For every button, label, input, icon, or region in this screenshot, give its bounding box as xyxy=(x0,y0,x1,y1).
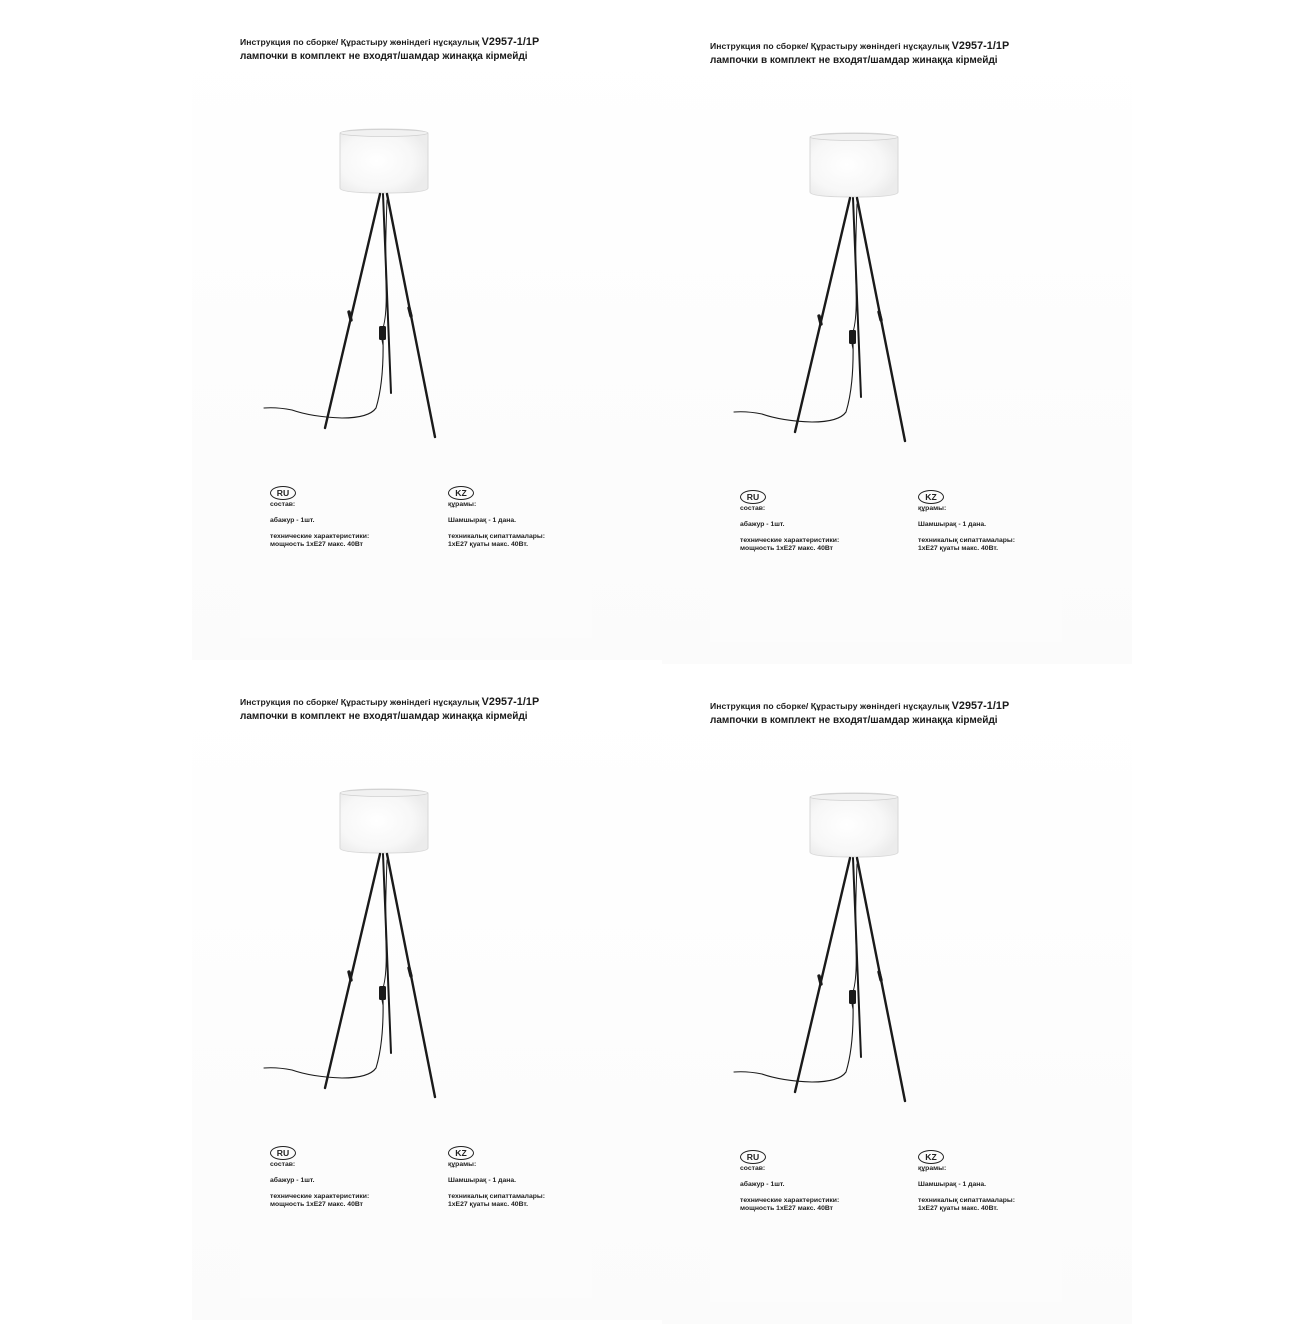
ru-specs-value: мощность 1хЕ27 макс. 40Вт xyxy=(270,541,364,549)
specifications-panel xyxy=(710,452,1062,642)
ru-composition-item: абажур - 1шт. xyxy=(740,521,785,529)
sheet-title xyxy=(710,700,1009,712)
floor-lamp-illustration xyxy=(722,754,982,1114)
sheet-subtitle: лампочки в комплект не входят/шамдар жинаққа кірмейді xyxy=(710,55,998,66)
sheet-title xyxy=(240,696,539,708)
sheet-title xyxy=(240,36,539,48)
ru-specs-label: технические характеристики: xyxy=(740,537,840,545)
lamp-shade xyxy=(340,789,428,853)
instruction-sheet-4 xyxy=(662,694,1132,1324)
floor-lamp-illustration xyxy=(252,750,512,1110)
lamp-cable xyxy=(734,204,857,422)
instruction-sheet-3 xyxy=(192,690,662,1320)
kz-specs-label: техникалық сипаттамалары: xyxy=(918,1197,1015,1205)
ru-specs-value: мощность 1хЕ27 макс. 40Вт xyxy=(740,545,834,553)
sheet-subtitle: лампочки в комплект не входят/шамдар жинаққа кірмейді xyxy=(240,51,528,62)
kz-specs-value: 1хЕ27 қуаты макс. 40Вт. xyxy=(448,541,529,549)
ru-column xyxy=(270,1146,369,1210)
specifications-panel xyxy=(710,1112,1062,1302)
sheet-subtitle: лампочки в комплект не входят/шамдар жинаққа кірмейді xyxy=(710,715,998,726)
kz-composition-item: Шамшырақ - 1 дана. xyxy=(448,1177,517,1185)
ru-column xyxy=(270,486,369,550)
kz-specs-value: 1хЕ27 қуаты макс. 40Вт. xyxy=(918,545,999,553)
kz-composition-label: құрамы: xyxy=(918,505,947,512)
lamp-shade xyxy=(810,793,898,857)
floor-lamp-illustration xyxy=(722,94,982,454)
sheet-subtitle: лампочки в комплект не входят/шамдар жинаққа кірмейді xyxy=(240,711,528,722)
kz-language-badge: KZ xyxy=(918,490,944,504)
kz-specs-label: техникалық сипаттамалары: xyxy=(448,1193,545,1201)
sheet-title xyxy=(710,40,1009,52)
kz-composition-label: құрамы: xyxy=(448,1161,477,1168)
lamp-shade xyxy=(340,129,428,193)
kz-composition-label: құрамы: xyxy=(918,1165,947,1172)
ru-composition-item: абажур - 1шт. xyxy=(270,1177,315,1185)
ru-column xyxy=(740,490,839,554)
title-prefix: Инструкция по сборке/ Құрастыру жөніндегі нұсқаулық xyxy=(710,41,952,51)
lamp-tripod-legs xyxy=(795,198,905,441)
ru-language-badge: RU xyxy=(270,1146,296,1160)
lamp-tripod-legs xyxy=(795,858,905,1101)
title-prefix: Инструкция по сборке/ Құрастыру жөніндегі нұсқаулық xyxy=(240,697,482,707)
ru-composition-label: состав: xyxy=(740,505,766,512)
kz-specs-value: 1хЕ27 қуаты макс. 40Вт. xyxy=(918,1205,999,1213)
lamp-tripod-legs xyxy=(325,194,435,437)
instruction-sheet-1 xyxy=(192,30,662,660)
kz-language-badge: KZ xyxy=(448,1146,474,1160)
cable-switch xyxy=(849,330,856,344)
ru-specs-value: мощность 1хЕ27 макс. 40Вт xyxy=(740,1205,834,1213)
kz-column xyxy=(918,1150,1015,1214)
kz-column xyxy=(448,1146,545,1210)
lamp-shade xyxy=(810,133,898,197)
kz-specs-label: техникалық сипаттамалары: xyxy=(918,537,1015,545)
ru-composition-label: состав: xyxy=(270,1161,296,1168)
ru-composition-item: абажур - 1шт. xyxy=(740,1181,785,1189)
instruction-sheet-2 xyxy=(662,34,1132,664)
kz-composition-item: Шамшырақ - 1 дана. xyxy=(918,521,987,529)
ru-composition-label: состав: xyxy=(270,501,296,508)
specifications-panel xyxy=(240,1108,592,1298)
floor-lamp-illustration xyxy=(252,90,512,450)
cable-switch xyxy=(379,326,386,340)
kz-language-badge: KZ xyxy=(448,486,474,500)
ru-language-badge: RU xyxy=(740,1150,766,1164)
ru-column xyxy=(740,1150,839,1214)
ru-specs-label: технические характеристики: xyxy=(740,1197,840,1205)
ru-specs-label: технические характеристики: xyxy=(270,1193,370,1201)
ru-composition-item: абажур - 1шт. xyxy=(270,517,315,525)
ru-language-badge: RU xyxy=(270,486,296,500)
kz-composition-item: Шамшырақ - 1 дана. xyxy=(448,517,517,525)
kz-column xyxy=(448,486,545,550)
cable-switch xyxy=(379,986,386,1000)
kz-composition-item: Шамшырақ - 1 дана. xyxy=(918,1181,987,1189)
ru-composition-label: состав: xyxy=(740,1165,766,1172)
specifications-panel xyxy=(240,448,592,638)
model-number: V2957-1/1P xyxy=(951,40,1010,52)
ru-language-badge: RU xyxy=(740,490,766,504)
kz-column xyxy=(918,490,1015,554)
title-prefix: Инструкция по сборке/ Құрастыру жөніндегі нұсқаулық xyxy=(240,37,482,47)
ru-specs-label: технические характеристики: xyxy=(270,533,370,541)
kz-specs-value: 1хЕ27 қуаты макс. 40Вт. xyxy=(448,1201,529,1209)
model-number: V2957-1/1P xyxy=(951,700,1010,712)
model-number: V2957-1/1P xyxy=(481,36,540,48)
cable-switch xyxy=(849,990,856,1004)
lamp-cable xyxy=(734,864,857,1082)
kz-composition-label: құрамы: xyxy=(448,501,477,508)
lamp-cable xyxy=(264,860,387,1078)
model-number: V2957-1/1P xyxy=(481,696,540,708)
ru-specs-value: мощность 1хЕ27 макс. 40Вт xyxy=(270,1201,364,1209)
lamp-cable xyxy=(264,200,387,418)
lamp-tripod-legs xyxy=(325,854,435,1097)
kz-language-badge: KZ xyxy=(918,1150,944,1164)
kz-specs-label: техникалық сипаттамалары: xyxy=(448,533,545,541)
title-prefix: Инструкция по сборке/ Құрастыру жөніндегі нұсқаулық xyxy=(710,701,952,711)
